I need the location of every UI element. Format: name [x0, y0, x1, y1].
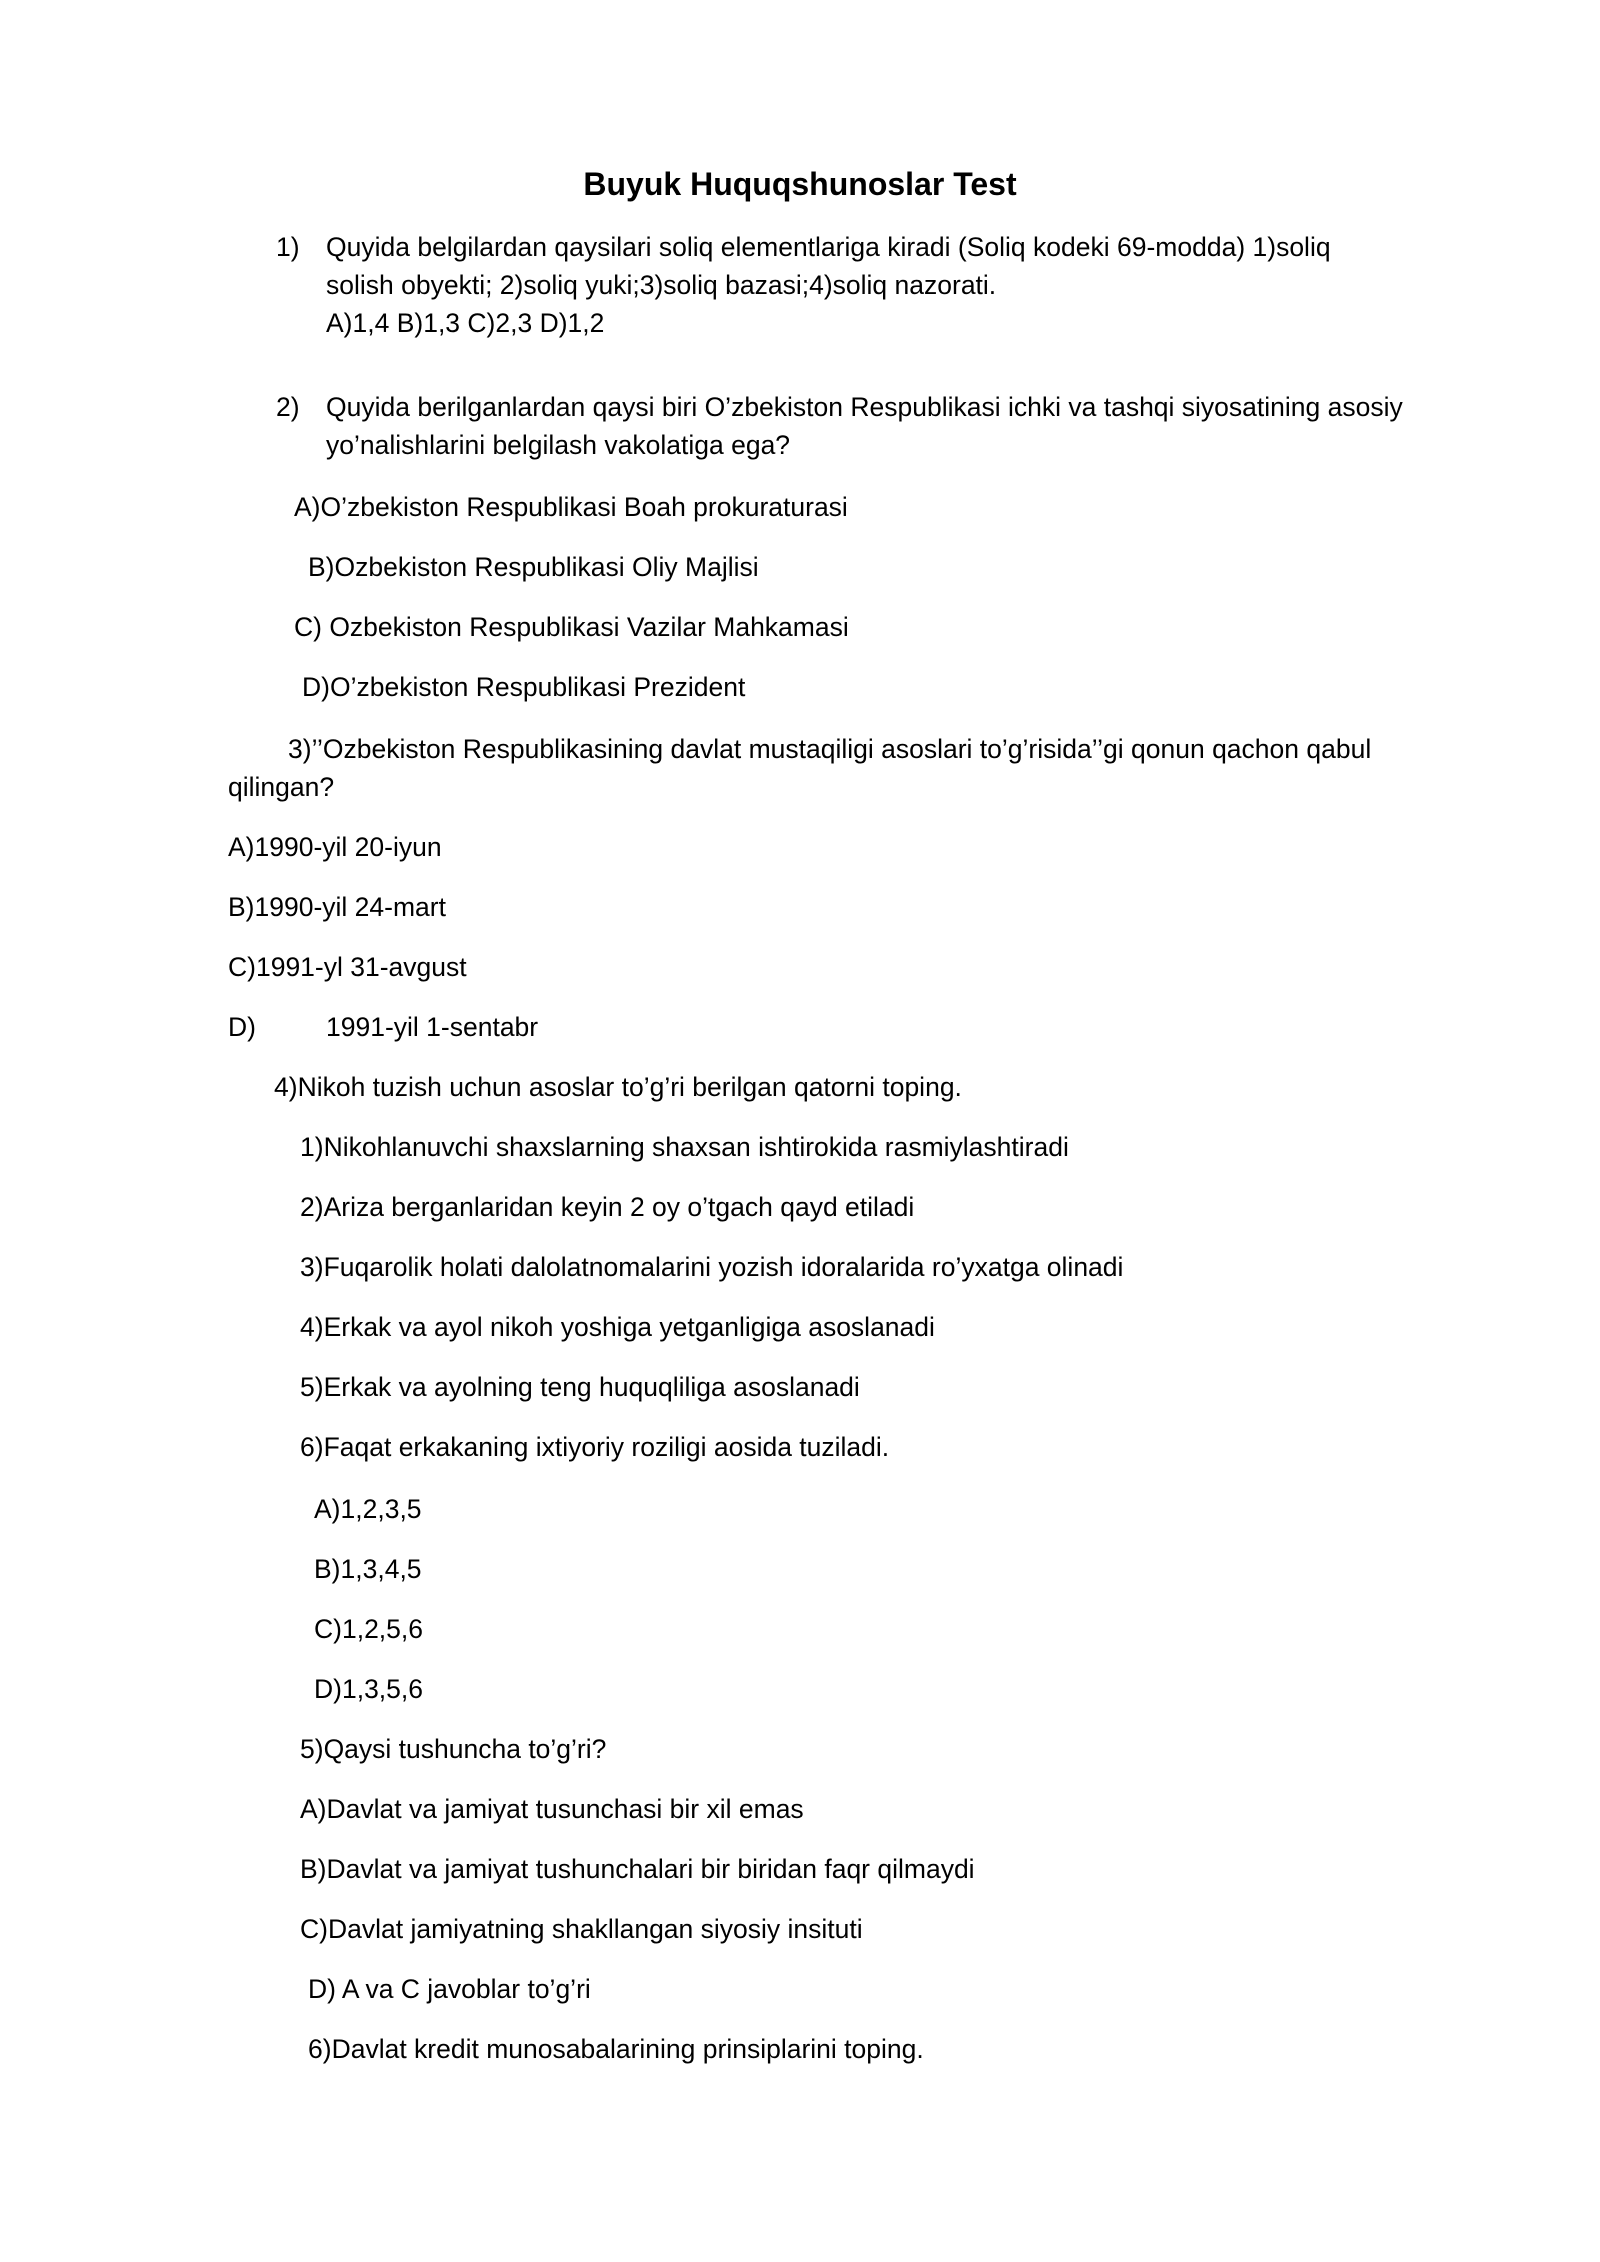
question-2-option-b: B)Ozbekiston Respublikasi Oliy Majlisi	[308, 552, 759, 582]
question-3-option-d-label: D)	[228, 1012, 256, 1042]
question-3-line-2: qilingan?	[228, 772, 335, 802]
question-4-item: 2)Ariza berganlaridan keyin 2 oy o’tgach qayd etiladi	[300, 1192, 915, 1222]
question-2-option-c: C) Ozbekiston Respublikasi Vazilar Mahkamasi	[294, 612, 849, 642]
question-4-option-b: B)1,3,4,5	[314, 1554, 422, 1584]
question-4-item: 1)Nikohlanuvchi shaxslarning shaxsan ishtirokida rasmiylashtiradi	[300, 1132, 1069, 1162]
question-4-option-d: D)1,3,5,6	[314, 1674, 424, 1704]
question-4-text: 4)Nikoh tuzish uchun asoslar to’g’ri berilgan qatorni toping.	[274, 1072, 962, 1102]
question-3-option-d-text: 1991-yil 1-sentabr	[326, 1012, 539, 1042]
question-2-option-d: D)O’zbekiston Respublikasi Prezident	[302, 672, 746, 702]
question-1-answers: A)1,4 B)1,3 C)2,3 D)1,2	[326, 308, 605, 338]
question-3-option-b: B)1990-yil 24-mart	[228, 892, 446, 922]
question-5-option-c: C)Davlat jamiyatning shakllangan siyosiy insituti	[300, 1914, 863, 1944]
question-4-item: 3)Fuqarolik holati dalolatnomalarini yozish idoralarida ro’yxatga olinadi	[300, 1252, 1124, 1282]
question-5-text: 5)Qaysi tushuncha to’g’ri?	[300, 1734, 607, 1764]
question-4-option-c: C)1,2,5,6	[314, 1614, 424, 1644]
question-1-line-1: Quyida belgilardan qaysilari soliq elementlariga kiradi (Soliq kodeki 69-modda) 1)soliq	[326, 232, 1331, 262]
question-2-line-1: Quyida berilganlardan qaysi biri O’zbekiston Respublikasi ichki va tashqi siyosatining asosiy	[326, 392, 1403, 422]
question-3-option-c: C)1991-yl 31-avgust	[228, 952, 467, 982]
question-3-option-a: A)1990-yil 20-iyun	[228, 832, 442, 862]
question-4-item: 6)Faqat erkakaning ixtiyoriy roziligi aosida tuziladi.	[300, 1432, 890, 1462]
question-6-text: 6)Davlat kredit munosabalarining prinsiplarini toping.	[308, 2034, 924, 2064]
question-2-line-2: yo’nalishlarini belgilash vakolatiga ega?	[326, 430, 791, 460]
question-4-item: 5)Erkak va ayolning teng huquqliliga asoslanadi	[300, 1372, 860, 1402]
question-5-option-d: D) A va C javoblar to’g’ri	[308, 1974, 591, 2004]
question-2-number: 2)	[276, 392, 300, 422]
document-title: Buyuk Huquqshunoslar Test	[583, 166, 1017, 202]
question-4-option-a: A)1,2,3,5	[314, 1494, 422, 1524]
question-3-line-1: 3)’’Ozbekiston Respublikasining davlat mustaqiligi asoslari to’g’risida’’gi qonun qachon qabul	[288, 734, 1372, 764]
question-4-item: 4)Erkak va ayol nikoh yoshiga yetganligiga asoslanadi	[300, 1312, 935, 1342]
question-2-option-a: A)O’zbekiston Respublikasi Boah prokuraturasi	[294, 492, 848, 522]
question-1-line-2: solish obyekti; 2)soliq yuki;3)soliq bazasi;4)soliq nazorati.	[326, 270, 997, 300]
question-5-option-b: B)Davlat va jamiyat tushunchalari bir biridan faqr qilmaydi	[300, 1854, 975, 1884]
question-1-number: 1)	[276, 232, 300, 262]
question-5-option-a: A)Davlat va jamiyat tusunchasi bir xil emas	[300, 1794, 804, 1824]
